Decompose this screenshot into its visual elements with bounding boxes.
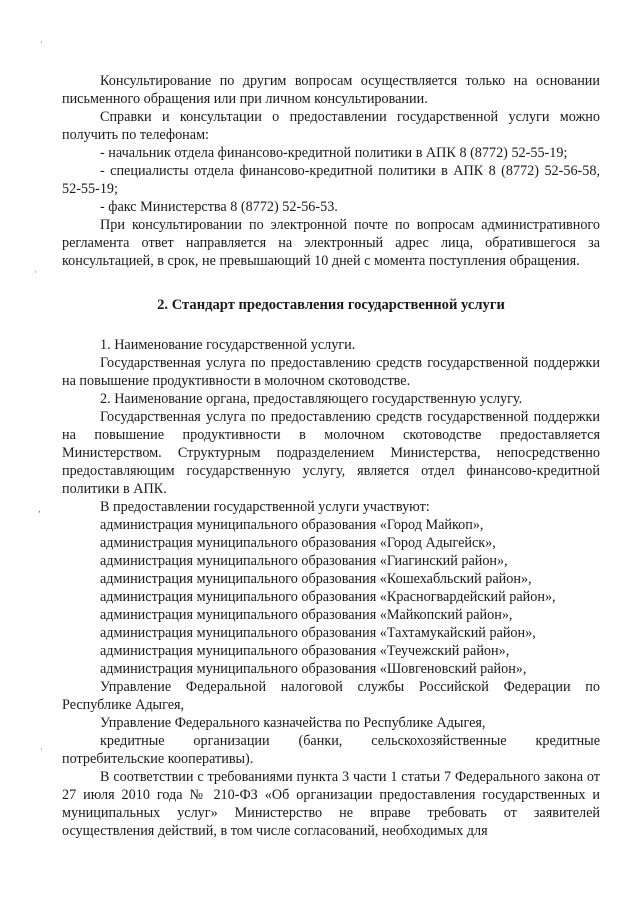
- list-item: администрация муниципального образования «Тахтамукайский район»,: [100, 625, 536, 641]
- list-item: администрация муниципального образования «Теучежский район»,: [100, 643, 510, 659]
- paragraph: Государственная услуга по предоставлению средств государственной поддержки на повышение продуктивности в молочном скотоводстве.: [62, 355, 600, 389]
- paragraph: Управление Федерального казначейства по Республике Адыгея,: [100, 715, 486, 731]
- scan-speck: ·: [34, 268, 37, 278]
- phone-line: - начальник отдела финансово-кредитной политики в АПК 8 (8772) 52-55-19;: [100, 145, 568, 161]
- list-item: администрация муниципального образования «Красногвардейский район»,: [100, 589, 556, 605]
- section-title: 2. Стандарт предоставления государственной услуги: [157, 297, 505, 313]
- paragraph: Управление Федеральной налоговой службы Российской Федерации по Республике Адыгея,: [62, 679, 600, 713]
- list-item: администрация муниципального образования «Шовгеновский район»,: [100, 661, 527, 677]
- participants-list: [62, 516, 600, 678]
- list-item: администрация муниципального образования «Гиагинский район»,: [100, 553, 508, 569]
- paragraph: 2. Наименование органа, предоставляющего государственную услугу.: [100, 391, 523, 407]
- list-item: администрация муниципального образования «Майкопский район»,: [100, 607, 513, 623]
- list-item: администрация муниципального образования «Кошехабльский район»,: [100, 571, 532, 587]
- list-item: администрация муниципального образования «Город Майкоп»,: [100, 517, 484, 533]
- list-item: администрация муниципального образования «Город Адыгейск»,: [100, 535, 496, 551]
- document-body: [62, 72, 600, 840]
- scan-speck: ·: [40, 745, 43, 755]
- paragraph: Справки и консультации о предоставлении государственной услуги можно получить по телефонам:: [62, 109, 600, 143]
- paragraph: В предоставлении государственной услуги участвуют:: [100, 499, 430, 515]
- paragraph: Государственная услуга по предоставлению средств государственной поддержки на повышение продуктивности в молочном скотоводстве предоставляется Министерством. Структурным подразделением Министерства, непосредственно предоставляющим государственную услугу, является отдел финансово-кредитной политики в АПК.: [62, 409, 600, 497]
- scan-speck: ·: [40, 38, 43, 48]
- phone-line: - специалисты отдела финансово-кредитной политики в АПК 8 (8772) 52-56-58, 52-55-19;: [62, 163, 600, 197]
- paragraph: При консультировании по электронной почте по вопросам административного регламента ответ направляется на электронный адрес лица, обратившегося за консультацией, в срок, не превышающий 10 дней с момента поступления обращения.: [62, 217, 600, 269]
- paragraph: кредитные организации (банки, сельскохозяйственные кредитные потребительские кооперативы).: [62, 733, 600, 767]
- paragraph: Консультирование по другим вопросам осуществляется только на основании письменного обращения или при личном консультировании.: [62, 73, 600, 107]
- paragraph: В соответствии с требованиями пункта 3 части 1 статьи 7 Федерального закона от 27 июля 2010 года № 210-ФЗ «Об организации предоставления государственных и муниципальных услуг» Министерство не вправе требовать от заявителей осуществления действий, в том числе согласований, необходимых для: [62, 769, 600, 839]
- paragraph: 1. Наименование государственной услуги.: [100, 337, 356, 353]
- fax-line: - факс Министерства 8 (8772) 52-56-53.: [100, 199, 338, 215]
- scan-speck: ,: [38, 505, 41, 515]
